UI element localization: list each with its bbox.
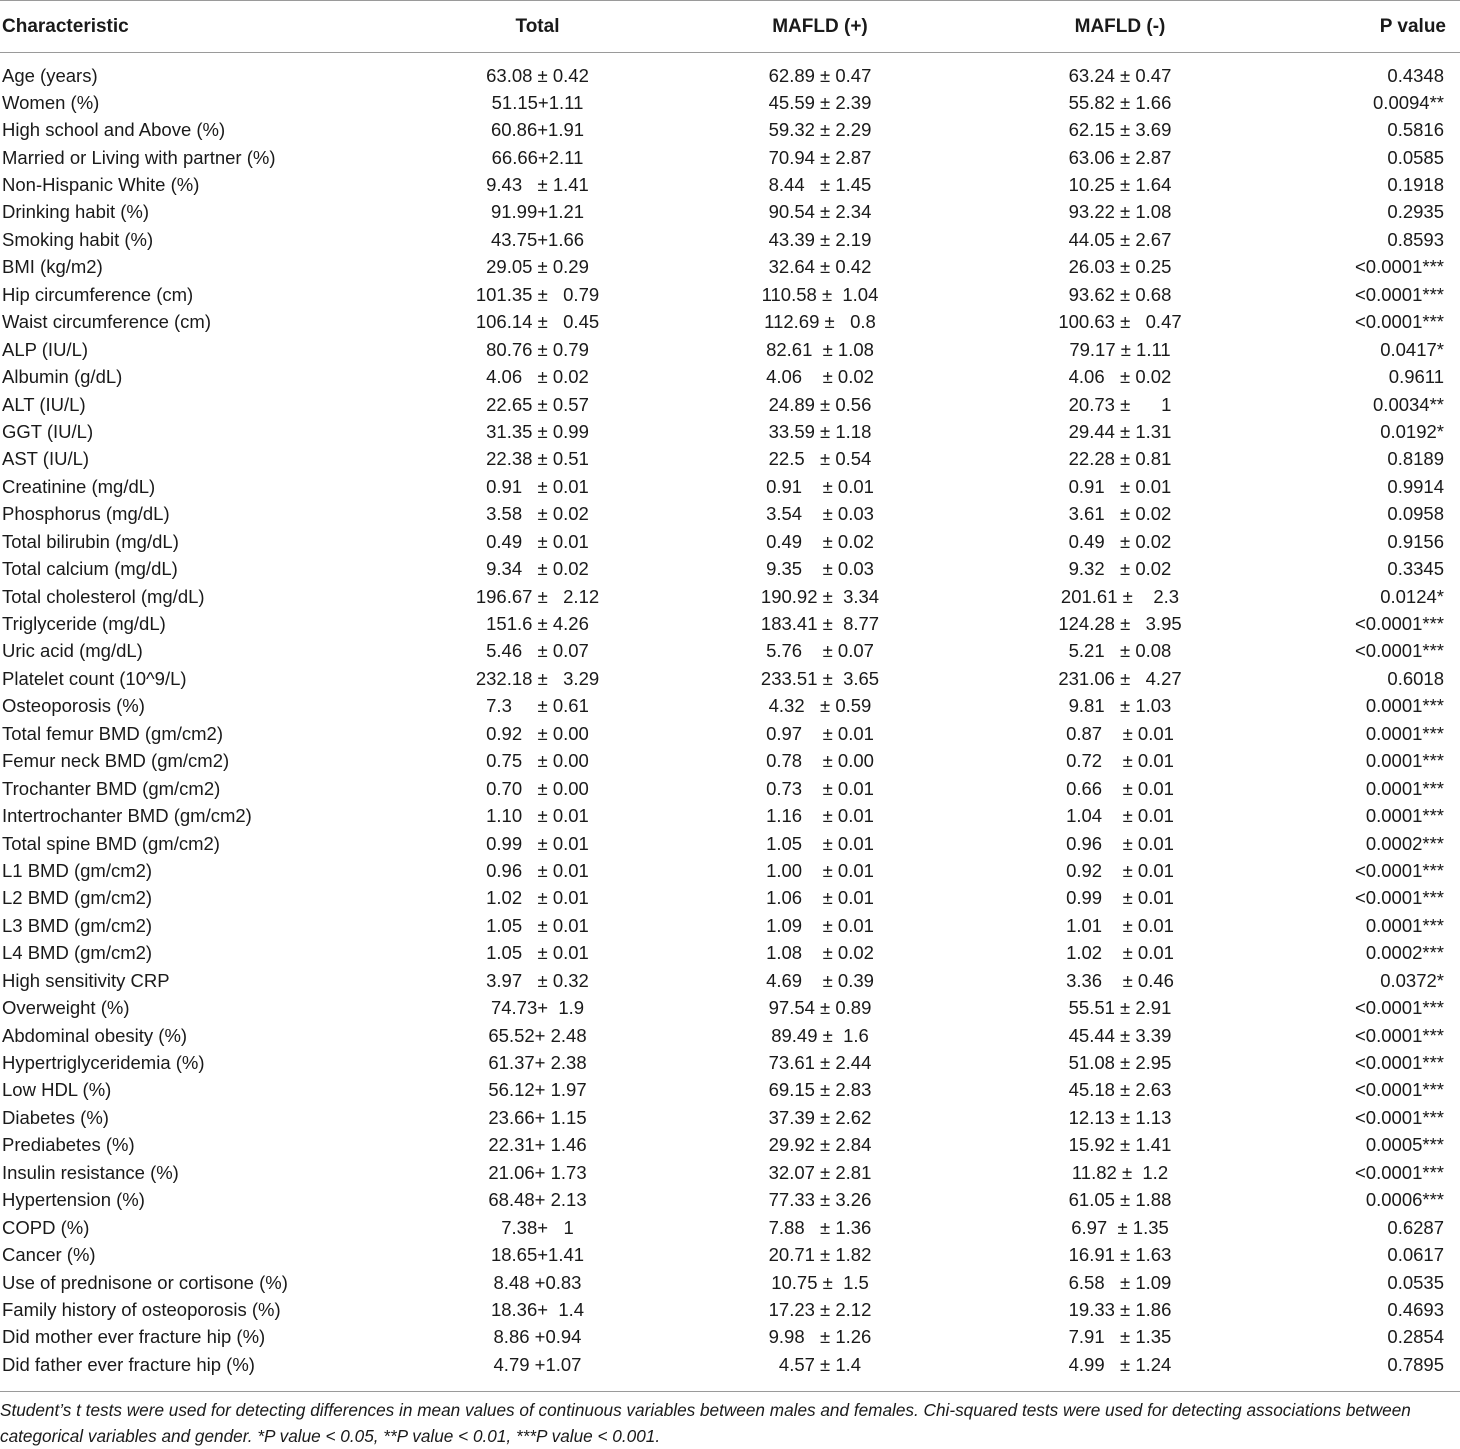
cell-p-value: 0.0585 bbox=[1387, 146, 1444, 168]
cell-mafld-negative: 44.05 ± 2.67 bbox=[1068, 228, 1172, 250]
cell-mafld-negative: 100.63 ± 0.47 bbox=[1058, 311, 1182, 333]
cell-p-value: <0.0001*** bbox=[1355, 640, 1444, 662]
cell-mafld-negative: 79.17 ± 1.11 bbox=[1069, 338, 1171, 360]
cell-characteristic: L1 BMD (gm/cm2) bbox=[2, 859, 153, 881]
cell-mafld-positive: 29.92 ± 2.84 bbox=[768, 1134, 872, 1156]
cell-p-value: 0.3345 bbox=[1387, 558, 1444, 580]
cell-characteristic: Waist circumference (cm) bbox=[2, 311, 212, 333]
table-row bbox=[0, 501, 1460, 528]
cell-p-value: <0.0001*** bbox=[1355, 1052, 1444, 1074]
cell-mafld-negative: 10.25 ± 1.64 bbox=[1068, 174, 1172, 196]
cell-mafld-positive: 1.09 ± 0.01 bbox=[766, 914, 874, 936]
cell-p-value: 0.1918 bbox=[1387, 174, 1444, 196]
table-row bbox=[0, 967, 1460, 994]
cell-mafld-positive: 33.59 ± 1.18 bbox=[768, 420, 872, 442]
cell-mafld-positive: 59.32 ± 2.29 bbox=[768, 119, 872, 141]
cell-characteristic: L4 BMD (gm/cm2) bbox=[2, 942, 153, 964]
cell-mafld-positive: 43.39 ± 2.19 bbox=[768, 228, 872, 250]
cell-p-value: <0.0001*** bbox=[1355, 997, 1444, 1019]
table-row bbox=[0, 171, 1460, 198]
cell-total: 23.66+ 1.15 bbox=[488, 1106, 587, 1128]
cell-mafld-positive: 89.49 ± 1.6 bbox=[771, 1024, 869, 1046]
cell-mafld-negative: 3.61 ± 0.02 bbox=[1068, 503, 1172, 525]
cell-p-value: 0.5816 bbox=[1387, 119, 1444, 141]
cell-characteristic: BMI (kg/m2) bbox=[2, 256, 103, 278]
cell-total: 232.18 ± 3.29 bbox=[475, 667, 600, 689]
cell-mafld-positive: 82.61 ± 1.08 bbox=[766, 338, 874, 360]
cell-mafld-negative: 51.08 ± 2.95 bbox=[1068, 1052, 1172, 1074]
header-p-value: P value bbox=[1270, 1, 1460, 53]
cell-characteristic: Married or Living with partner (%) bbox=[2, 146, 276, 168]
cell-p-value: <0.0001*** bbox=[1355, 1079, 1444, 1101]
table-row bbox=[0, 89, 1460, 116]
table-row bbox=[0, 281, 1460, 308]
cell-characteristic: Creatinine (mg/dL) bbox=[2, 475, 156, 497]
table-row bbox=[0, 830, 1460, 857]
cell-mafld-positive: 183.41 ± 8.77 bbox=[760, 613, 880, 635]
cell-characteristic: Total spine BMD (gm/cm2) bbox=[2, 832, 220, 854]
table-row bbox=[0, 1104, 1460, 1131]
cell-mafld-positive: 110.58 ± 1.04 bbox=[761, 283, 879, 305]
table-row bbox=[0, 116, 1460, 143]
cell-characteristic: Hypertension (%) bbox=[2, 1189, 145, 1211]
cell-p-value: <0.0001*** bbox=[1355, 613, 1444, 635]
cell-mafld-negative: 6.97 ± 1.35 bbox=[1071, 1216, 1169, 1238]
cell-mafld-negative: 16.91 ± 1.63 bbox=[1068, 1244, 1172, 1266]
cell-mafld-negative: 201.61 ± 2.3 bbox=[1060, 585, 1180, 607]
cell-mafld-positive: 69.15 ± 2.83 bbox=[768, 1079, 872, 1101]
cell-total: 51.15+1.11 bbox=[491, 91, 584, 113]
cell-p-value: 0.2935 bbox=[1387, 201, 1444, 223]
cell-p-value: 0.0006*** bbox=[1365, 1189, 1444, 1211]
table-row bbox=[0, 473, 1460, 500]
cell-mafld-positive: 73.61 ± 2.44 bbox=[768, 1052, 872, 1074]
cell-mafld-negative: 11.82 ± 1.2 bbox=[1071, 1161, 1169, 1183]
cell-mafld-positive: 77.33 ± 3.26 bbox=[768, 1189, 872, 1211]
table-row bbox=[0, 309, 1460, 336]
cell-characteristic: Smoking habit (%) bbox=[2, 228, 154, 250]
cell-total: 0.70 ± 0.00 bbox=[486, 777, 589, 799]
cell-characteristic: Femur neck BMD (gm/cm2) bbox=[2, 750, 230, 772]
cell-p-value: 0.9156 bbox=[1387, 530, 1444, 552]
cell-mafld-positive: 0.97 ± 0.01 bbox=[766, 722, 874, 744]
header-characteristic: Characteristic bbox=[0, 1, 405, 53]
cell-mafld-positive: 24.89 ± 0.56 bbox=[768, 393, 872, 415]
table-row bbox=[0, 693, 1460, 720]
cell-total: 65.52+ 2.48 bbox=[488, 1024, 587, 1046]
cell-mafld-positive: 17.23 ± 2.12 bbox=[768, 1298, 872, 1320]
cell-mafld-negative: 7.91 ± 1.35 bbox=[1068, 1326, 1172, 1348]
cell-total: 4.06 ± 0.02 bbox=[486, 366, 589, 388]
cell-p-value: 0.0192* bbox=[1380, 420, 1444, 442]
cell-total: 1.05 ± 0.01 bbox=[486, 942, 589, 964]
cell-mafld-positive: 1.00 ± 0.01 bbox=[766, 859, 874, 881]
table-row bbox=[0, 336, 1460, 363]
cell-mafld-negative: 55.82 ± 1.66 bbox=[1068, 91, 1172, 113]
cell-mafld-negative: 6.58 ± 1.09 bbox=[1068, 1271, 1172, 1293]
cell-characteristic: Uric acid (mg/dL) bbox=[2, 640, 143, 662]
cell-total: 3.97 ± 0.32 bbox=[486, 969, 589, 991]
table-row bbox=[0, 775, 1460, 802]
cell-characteristic: GGT (IU/L) bbox=[2, 420, 94, 442]
cell-p-value: 0.8189 bbox=[1387, 448, 1444, 470]
cell-mafld-positive: 1.16 ± 0.01 bbox=[766, 805, 874, 827]
cell-total: 0.99 ± 0.01 bbox=[486, 832, 589, 854]
cell-total: 22.38 ± 0.51 bbox=[486, 448, 589, 470]
cell-characteristic: Family history of osteoporosis (%) bbox=[2, 1298, 281, 1320]
table-row bbox=[0, 610, 1460, 637]
cell-total: 1.02 ± 0.01 bbox=[486, 887, 589, 909]
cell-mafld-positive: 0.91 ± 0.01 bbox=[766, 475, 874, 497]
cell-characteristic: Prediabetes (%) bbox=[2, 1134, 135, 1156]
cell-total: 7.3 ± 0.61 bbox=[486, 695, 589, 717]
cell-total: 61.37+ 2.38 bbox=[488, 1052, 587, 1074]
cell-mafld-positive: 90.54 ± 2.34 bbox=[768, 201, 872, 223]
cell-mafld-positive: 62.89 ± 0.47 bbox=[768, 65, 872, 86]
table-row bbox=[0, 1049, 1460, 1076]
cell-mafld-positive: 0.73 ± 0.01 bbox=[766, 777, 874, 799]
cell-characteristic: Low HDL (%) bbox=[2, 1079, 112, 1101]
table-row bbox=[0, 1187, 1460, 1214]
cell-mafld-positive: 20.71 ± 1.82 bbox=[768, 1244, 872, 1266]
cell-mafld-negative: 63.24 ± 0.47 bbox=[1068, 65, 1172, 86]
table-row bbox=[0, 363, 1460, 390]
cell-mafld-positive: 4.57 ± 1.4 bbox=[778, 1353, 862, 1375]
cell-p-value: <0.0001*** bbox=[1355, 311, 1444, 333]
cell-characteristic: Use of prednisone or cortisone (%) bbox=[2, 1271, 288, 1293]
cell-total: 151.6 ± 4.26 bbox=[486, 613, 589, 635]
table-row bbox=[0, 226, 1460, 253]
header-total: Total bbox=[405, 1, 670, 53]
cell-p-value: 0.2854 bbox=[1387, 1326, 1444, 1348]
table-row bbox=[0, 53, 1460, 90]
cell-mafld-negative: 0.99 ± 0.01 bbox=[1066, 887, 1174, 909]
cell-mafld-positive: 37.39 ± 2.62 bbox=[768, 1106, 872, 1128]
table-row bbox=[0, 1324, 1460, 1351]
cell-characteristic: Insulin resistance (%) bbox=[2, 1161, 179, 1183]
cell-characteristic: Total bilirubin (mg/dL) bbox=[2, 530, 179, 552]
cell-p-value: 0.0002*** bbox=[1365, 942, 1444, 964]
cell-p-value: 0.0094** bbox=[1373, 91, 1444, 113]
cell-mafld-negative: 45.18 ± 2.63 bbox=[1068, 1079, 1172, 1101]
cell-mafld-negative: 12.13 ± 1.13 bbox=[1068, 1106, 1172, 1128]
cell-p-value: 0.6287 bbox=[1387, 1216, 1444, 1238]
table-row bbox=[0, 1214, 1460, 1241]
cell-mafld-positive: 9.35 ± 0.03 bbox=[766, 558, 874, 580]
cell-mafld-negative: 93.62 ± 0.68 bbox=[1068, 283, 1172, 305]
cell-mafld-negative: 61.05 ± 1.88 bbox=[1068, 1189, 1172, 1211]
table-row bbox=[0, 885, 1460, 912]
cell-p-value: 0.0001*** bbox=[1365, 722, 1444, 744]
cell-mafld-positive: 9.98 ± 1.26 bbox=[768, 1326, 872, 1348]
cell-total: 1.05 ± 0.01 bbox=[486, 914, 589, 936]
cell-characteristic: Total calcium (mg/dL) bbox=[2, 558, 178, 580]
cell-mafld-negative: 5.21 ± 0.08 bbox=[1068, 640, 1172, 662]
cell-characteristic: Hypertriglyceridemia (%) bbox=[2, 1052, 205, 1074]
table-row bbox=[0, 1022, 1460, 1049]
cell-characteristic: Drinking habit (%) bbox=[2, 201, 150, 223]
cell-characteristic: ALP (IU/L) bbox=[2, 338, 89, 360]
table-row bbox=[0, 1241, 1460, 1268]
cell-characteristic: COPD (%) bbox=[2, 1216, 90, 1238]
cell-characteristic: Total cholesterol (mg/dL) bbox=[2, 585, 205, 607]
cell-p-value: <0.0001*** bbox=[1355, 1161, 1444, 1183]
cell-total: 31.35 ± 0.99 bbox=[486, 420, 589, 442]
cell-mafld-positive: 8.44 ± 1.45 bbox=[768, 174, 872, 196]
table-row bbox=[0, 391, 1460, 418]
cell-characteristic: Overweight (%) bbox=[2, 997, 130, 1019]
cell-total: 0.91 ± 0.01 bbox=[486, 475, 589, 497]
table-row bbox=[0, 254, 1460, 281]
cell-p-value: <0.0001*** bbox=[1355, 1106, 1444, 1128]
cell-total: 196.67 ± 2.12 bbox=[475, 585, 600, 607]
cell-p-value: 0.0124* bbox=[1380, 585, 1444, 607]
cell-total: 60.86+1.91 bbox=[490, 119, 585, 141]
cell-characteristic: High sensitivity CRP bbox=[2, 969, 170, 991]
cell-total: 43.75+1.66 bbox=[490, 228, 585, 250]
cell-mafld-positive: 97.54 ± 0.89 bbox=[768, 997, 872, 1019]
cell-p-value: 0.0005*** bbox=[1365, 1134, 1444, 1156]
cell-characteristic: Non-Hispanic White (%) bbox=[2, 174, 200, 196]
table-row bbox=[0, 857, 1460, 884]
cell-p-value: 0.7895 bbox=[1387, 1353, 1444, 1375]
cell-p-value: 0.0001*** bbox=[1365, 805, 1444, 827]
cell-mafld-negative: 0.96 ± 0.01 bbox=[1066, 832, 1174, 854]
cell-mafld-positive: 22.5 ± 0.54 bbox=[768, 448, 872, 470]
cell-p-value: <0.0001*** bbox=[1355, 1024, 1444, 1046]
table-row bbox=[0, 720, 1460, 747]
cell-mafld-negative: 0.66 ± 0.01 bbox=[1066, 777, 1174, 799]
cell-mafld-positive: 4.32 ± 0.59 bbox=[768, 695, 872, 717]
header-row bbox=[0, 1, 1460, 53]
cell-p-value: 0.0535 bbox=[1387, 1271, 1444, 1293]
table-row bbox=[0, 802, 1460, 829]
cell-p-value: 0.8593 bbox=[1387, 228, 1444, 250]
cell-total: 56.12+ 1.97 bbox=[488, 1079, 587, 1101]
cell-mafld-negative: 9.32 ± 0.02 bbox=[1068, 558, 1172, 580]
cell-p-value: 0.0001*** bbox=[1365, 750, 1444, 772]
cell-total: 63.08 ± 0.42 bbox=[486, 65, 589, 86]
cell-total: 29.05 ± 0.29 bbox=[486, 256, 589, 278]
table-row bbox=[0, 940, 1460, 967]
cell-mafld-negative: 20.73 ± 1 bbox=[1068, 393, 1172, 415]
cell-mafld-negative: 19.33 ± 1.86 bbox=[1068, 1298, 1172, 1320]
cell-total: 21.06+ 1.73 bbox=[488, 1161, 587, 1183]
cell-total: 106.14 ± 0.45 bbox=[475, 311, 600, 333]
cell-mafld-negative: 0.92 ± 0.01 bbox=[1066, 859, 1174, 881]
cell-total: 9.34 ± 0.02 bbox=[486, 558, 589, 580]
cell-characteristic: AST (IU/L) bbox=[2, 448, 90, 470]
table-row bbox=[0, 1159, 1460, 1186]
cell-mafld-negative: 0.87 ± 0.01 bbox=[1066, 722, 1174, 744]
cell-mafld-positive: 32.64 ± 0.42 bbox=[768, 256, 872, 278]
table-footnote: Student’s t tests were used for detecting differences in mean values of continuous variables between males and females. Chi-squared tests were used for detecting associations between categorical variables and gender. *P value < 0.05, **P value < 0.01, ***P value < 0.001. bbox=[0, 1391, 1460, 1449]
cell-p-value: 0.0372* bbox=[1380, 969, 1444, 991]
table-row bbox=[0, 1351, 1460, 1378]
cell-characteristic: Women (%) bbox=[2, 91, 100, 113]
table-row bbox=[0, 638, 1460, 665]
header-mafld-positive: MAFLD (+) bbox=[670, 1, 970, 53]
cell-p-value: 0.4693 bbox=[1387, 1298, 1444, 1320]
table-row bbox=[0, 144, 1460, 171]
cell-p-value: 0.0001*** bbox=[1365, 695, 1444, 717]
cell-characteristic: High school and Above (%) bbox=[2, 119, 226, 141]
table-row bbox=[0, 1296, 1460, 1323]
cell-p-value: <0.0001*** bbox=[1355, 256, 1444, 278]
cell-mafld-positive: 4.06 ± 0.02 bbox=[766, 366, 874, 388]
cell-p-value: 0.0001*** bbox=[1365, 914, 1444, 936]
table-row bbox=[0, 912, 1460, 939]
cell-p-value: <0.0001*** bbox=[1355, 887, 1444, 909]
cell-total: 22.65 ± 0.57 bbox=[486, 393, 589, 415]
cell-p-value: <0.0001*** bbox=[1355, 283, 1444, 305]
cell-characteristic: L2 BMD (gm/cm2) bbox=[2, 887, 153, 909]
cell-total: 7.38+ 1 bbox=[501, 1216, 574, 1238]
cell-mafld-negative: 0.72 ± 0.01 bbox=[1066, 750, 1174, 772]
cell-characteristic: Trochanter BMD (gm/cm2) bbox=[2, 777, 221, 799]
cell-total: 9.43 ± 1.41 bbox=[486, 174, 589, 196]
table-header bbox=[0, 1, 1460, 53]
cell-mafld-positive: 190.92 ± 3.34 bbox=[760, 585, 880, 607]
header-mafld-negative: MAFLD (-) bbox=[970, 1, 1270, 53]
table-row bbox=[0, 199, 1460, 226]
cell-mafld-negative: 62.15 ± 3.69 bbox=[1068, 119, 1172, 141]
table-row bbox=[0, 555, 1460, 582]
cell-characteristic: Hip circumference (cm) bbox=[2, 283, 194, 305]
cell-characteristic: Albumin (g/dL) bbox=[2, 366, 123, 388]
cell-mafld-positive: 3.54 ± 0.03 bbox=[766, 503, 874, 525]
cell-mafld-negative: 1.01 ± 0.01 bbox=[1066, 914, 1174, 936]
cell-mafld-negative: 1.04 ± 0.01 bbox=[1066, 805, 1174, 827]
table-row bbox=[0, 418, 1460, 445]
cell-characteristic: L3 BMD (gm/cm2) bbox=[2, 914, 153, 936]
cell-characteristic: Age (years) bbox=[2, 65, 98, 86]
cell-mafld-negative: 124.28 ± 3.95 bbox=[1058, 613, 1182, 635]
cell-mafld-negative: 231.06 ± 4.27 bbox=[1058, 667, 1182, 689]
cell-total: 22.31+ 1.46 bbox=[488, 1134, 587, 1156]
cell-total: 8.86 +0.94 bbox=[493, 1326, 582, 1348]
cell-mafld-negative: 3.36 ± 0.46 bbox=[1066, 969, 1174, 991]
table-body bbox=[0, 53, 1460, 1379]
cell-mafld-positive: 1.08 ± 0.02 bbox=[766, 942, 874, 964]
cell-characteristic: Did mother ever fracture hip (%) bbox=[2, 1326, 266, 1348]
cell-mafld-positive: 70.94 ± 2.87 bbox=[768, 146, 872, 168]
cell-total: 74.73+ 1.9 bbox=[490, 997, 585, 1019]
table-row bbox=[0, 1077, 1460, 1104]
cell-total: 3.58 ± 0.02 bbox=[486, 503, 589, 525]
cell-p-value: 0.9611 bbox=[1388, 366, 1444, 388]
cell-mafld-positive: 45.59 ± 2.39 bbox=[768, 91, 872, 113]
cell-mafld-positive: 32.07 ± 2.81 bbox=[768, 1161, 872, 1183]
cell-p-value: 0.6018 bbox=[1387, 667, 1444, 689]
cell-total: 1.10 ± 0.01 bbox=[486, 805, 589, 827]
cell-total: 80.76 ± 0.79 bbox=[486, 338, 589, 360]
cell-characteristic: Intertrochanter BMD (gm/cm2) bbox=[2, 805, 252, 827]
cell-mafld-positive: 1.05 ± 0.01 bbox=[766, 832, 874, 854]
cell-mafld-negative: 1.02 ± 0.01 bbox=[1066, 942, 1174, 964]
cell-mafld-negative: 9.81 ± 1.03 bbox=[1068, 695, 1172, 717]
cell-mafld-negative: 63.06 ± 2.87 bbox=[1068, 146, 1172, 168]
cell-characteristic: Total femur BMD (gm/cm2) bbox=[2, 722, 224, 744]
cell-characteristic: Cancer (%) bbox=[2, 1244, 96, 1266]
cell-p-value: 0.4348 bbox=[1387, 65, 1444, 86]
cell-mafld-negative: 22.28 ± 0.81 bbox=[1068, 448, 1172, 470]
table-row bbox=[0, 1132, 1460, 1159]
cell-characteristic: ALT (IU/L) bbox=[2, 393, 86, 415]
cell-total: 18.36+ 1.4 bbox=[490, 1298, 585, 1320]
cell-total: 5.46 ± 0.07 bbox=[486, 640, 589, 662]
cell-mafld-negative: 55.51 ± 2.91 bbox=[1068, 997, 1172, 1019]
cell-mafld-negative: 15.92 ± 1.41 bbox=[1068, 1134, 1172, 1156]
cell-total: 0.75 ± 0.00 bbox=[486, 750, 589, 772]
cell-mafld-negative: 0.91 ± 0.01 bbox=[1068, 475, 1172, 497]
cell-characteristic: Abdominal obesity (%) bbox=[2, 1024, 188, 1046]
cell-total: 0.96 ± 0.01 bbox=[486, 859, 589, 881]
cell-total: 4.79 +1.07 bbox=[493, 1353, 582, 1375]
cell-p-value: 0.0001*** bbox=[1365, 777, 1444, 799]
cell-characteristic: Diabetes (%) bbox=[2, 1106, 109, 1128]
cell-total: 0.92 ± 0.00 bbox=[486, 722, 589, 744]
table-row bbox=[0, 994, 1460, 1021]
table-row bbox=[0, 583, 1460, 610]
cell-total: 0.49 ± 0.01 bbox=[486, 530, 589, 552]
cell-mafld-negative: 4.99 ± 1.24 bbox=[1068, 1353, 1172, 1375]
cell-mafld-negative: 0.49 ± 0.02 bbox=[1068, 530, 1172, 552]
cell-total: 66.66+2.11 bbox=[491, 146, 584, 168]
cell-mafld-negative: 93.22 ± 1.08 bbox=[1068, 201, 1172, 223]
cell-mafld-positive: 5.76 ± 0.07 bbox=[766, 640, 874, 662]
cell-mafld-positive: 0.49 ± 0.02 bbox=[766, 530, 874, 552]
cell-p-value: <0.0001*** bbox=[1355, 859, 1444, 881]
cell-mafld-positive: 112.69 ± 0.8 bbox=[764, 311, 876, 333]
cell-total: 91.99+1.21 bbox=[490, 201, 585, 223]
cell-mafld-positive: 7.88 ± 1.36 bbox=[768, 1216, 872, 1238]
cell-mafld-negative: 26.03 ± 0.25 bbox=[1068, 256, 1172, 278]
cell-total: 101.35 ± 0.79 bbox=[475, 283, 600, 305]
cell-p-value: 0.0417* bbox=[1380, 338, 1444, 360]
cell-mafld-negative: 29.44 ± 1.31 bbox=[1068, 420, 1172, 442]
cell-characteristic: Triglyceride (mg/dL) bbox=[2, 613, 166, 635]
cell-mafld-positive: 1.06 ± 0.01 bbox=[766, 887, 874, 909]
cell-total: 8.48 +0.83 bbox=[493, 1271, 582, 1293]
table-row bbox=[0, 748, 1460, 775]
cell-characteristic: Platelet count (10^9/L) bbox=[2, 667, 187, 689]
cell-characteristic: Osteoporosis (%) bbox=[2, 695, 145, 717]
cell-mafld-positive: 233.51 ± 3.65 bbox=[760, 667, 880, 689]
cell-p-value: 0.9914 bbox=[1387, 475, 1444, 497]
cell-characteristic: Phosphorus (mg/dL) bbox=[2, 503, 170, 525]
cell-p-value: 0.0002*** bbox=[1365, 832, 1444, 854]
table-row bbox=[0, 1269, 1460, 1296]
table-row bbox=[0, 665, 1460, 692]
table-row bbox=[0, 446, 1460, 473]
cell-mafld-negative: 45.44 ± 3.39 bbox=[1068, 1024, 1172, 1046]
cell-mafld-positive: 4.69 ± 0.39 bbox=[766, 969, 874, 991]
cell-characteristic: Did father ever fracture hip (%) bbox=[2, 1353, 255, 1375]
cell-mafld-positive: 10.75 ± 1.5 bbox=[771, 1271, 869, 1293]
cell-mafld-negative: 4.06 ± 0.02 bbox=[1068, 366, 1172, 388]
table-row bbox=[0, 528, 1460, 555]
cell-total: 68.48+ 2.13 bbox=[488, 1189, 587, 1211]
cell-p-value: 0.0034** bbox=[1373, 393, 1444, 415]
cell-mafld-positive: 0.78 ± 0.00 bbox=[766, 750, 874, 772]
cell-p-value: 0.0958 bbox=[1387, 503, 1444, 525]
cell-total: 18.65+1.41 bbox=[490, 1244, 585, 1266]
cell-p-value: 0.0617 bbox=[1387, 1244, 1444, 1266]
